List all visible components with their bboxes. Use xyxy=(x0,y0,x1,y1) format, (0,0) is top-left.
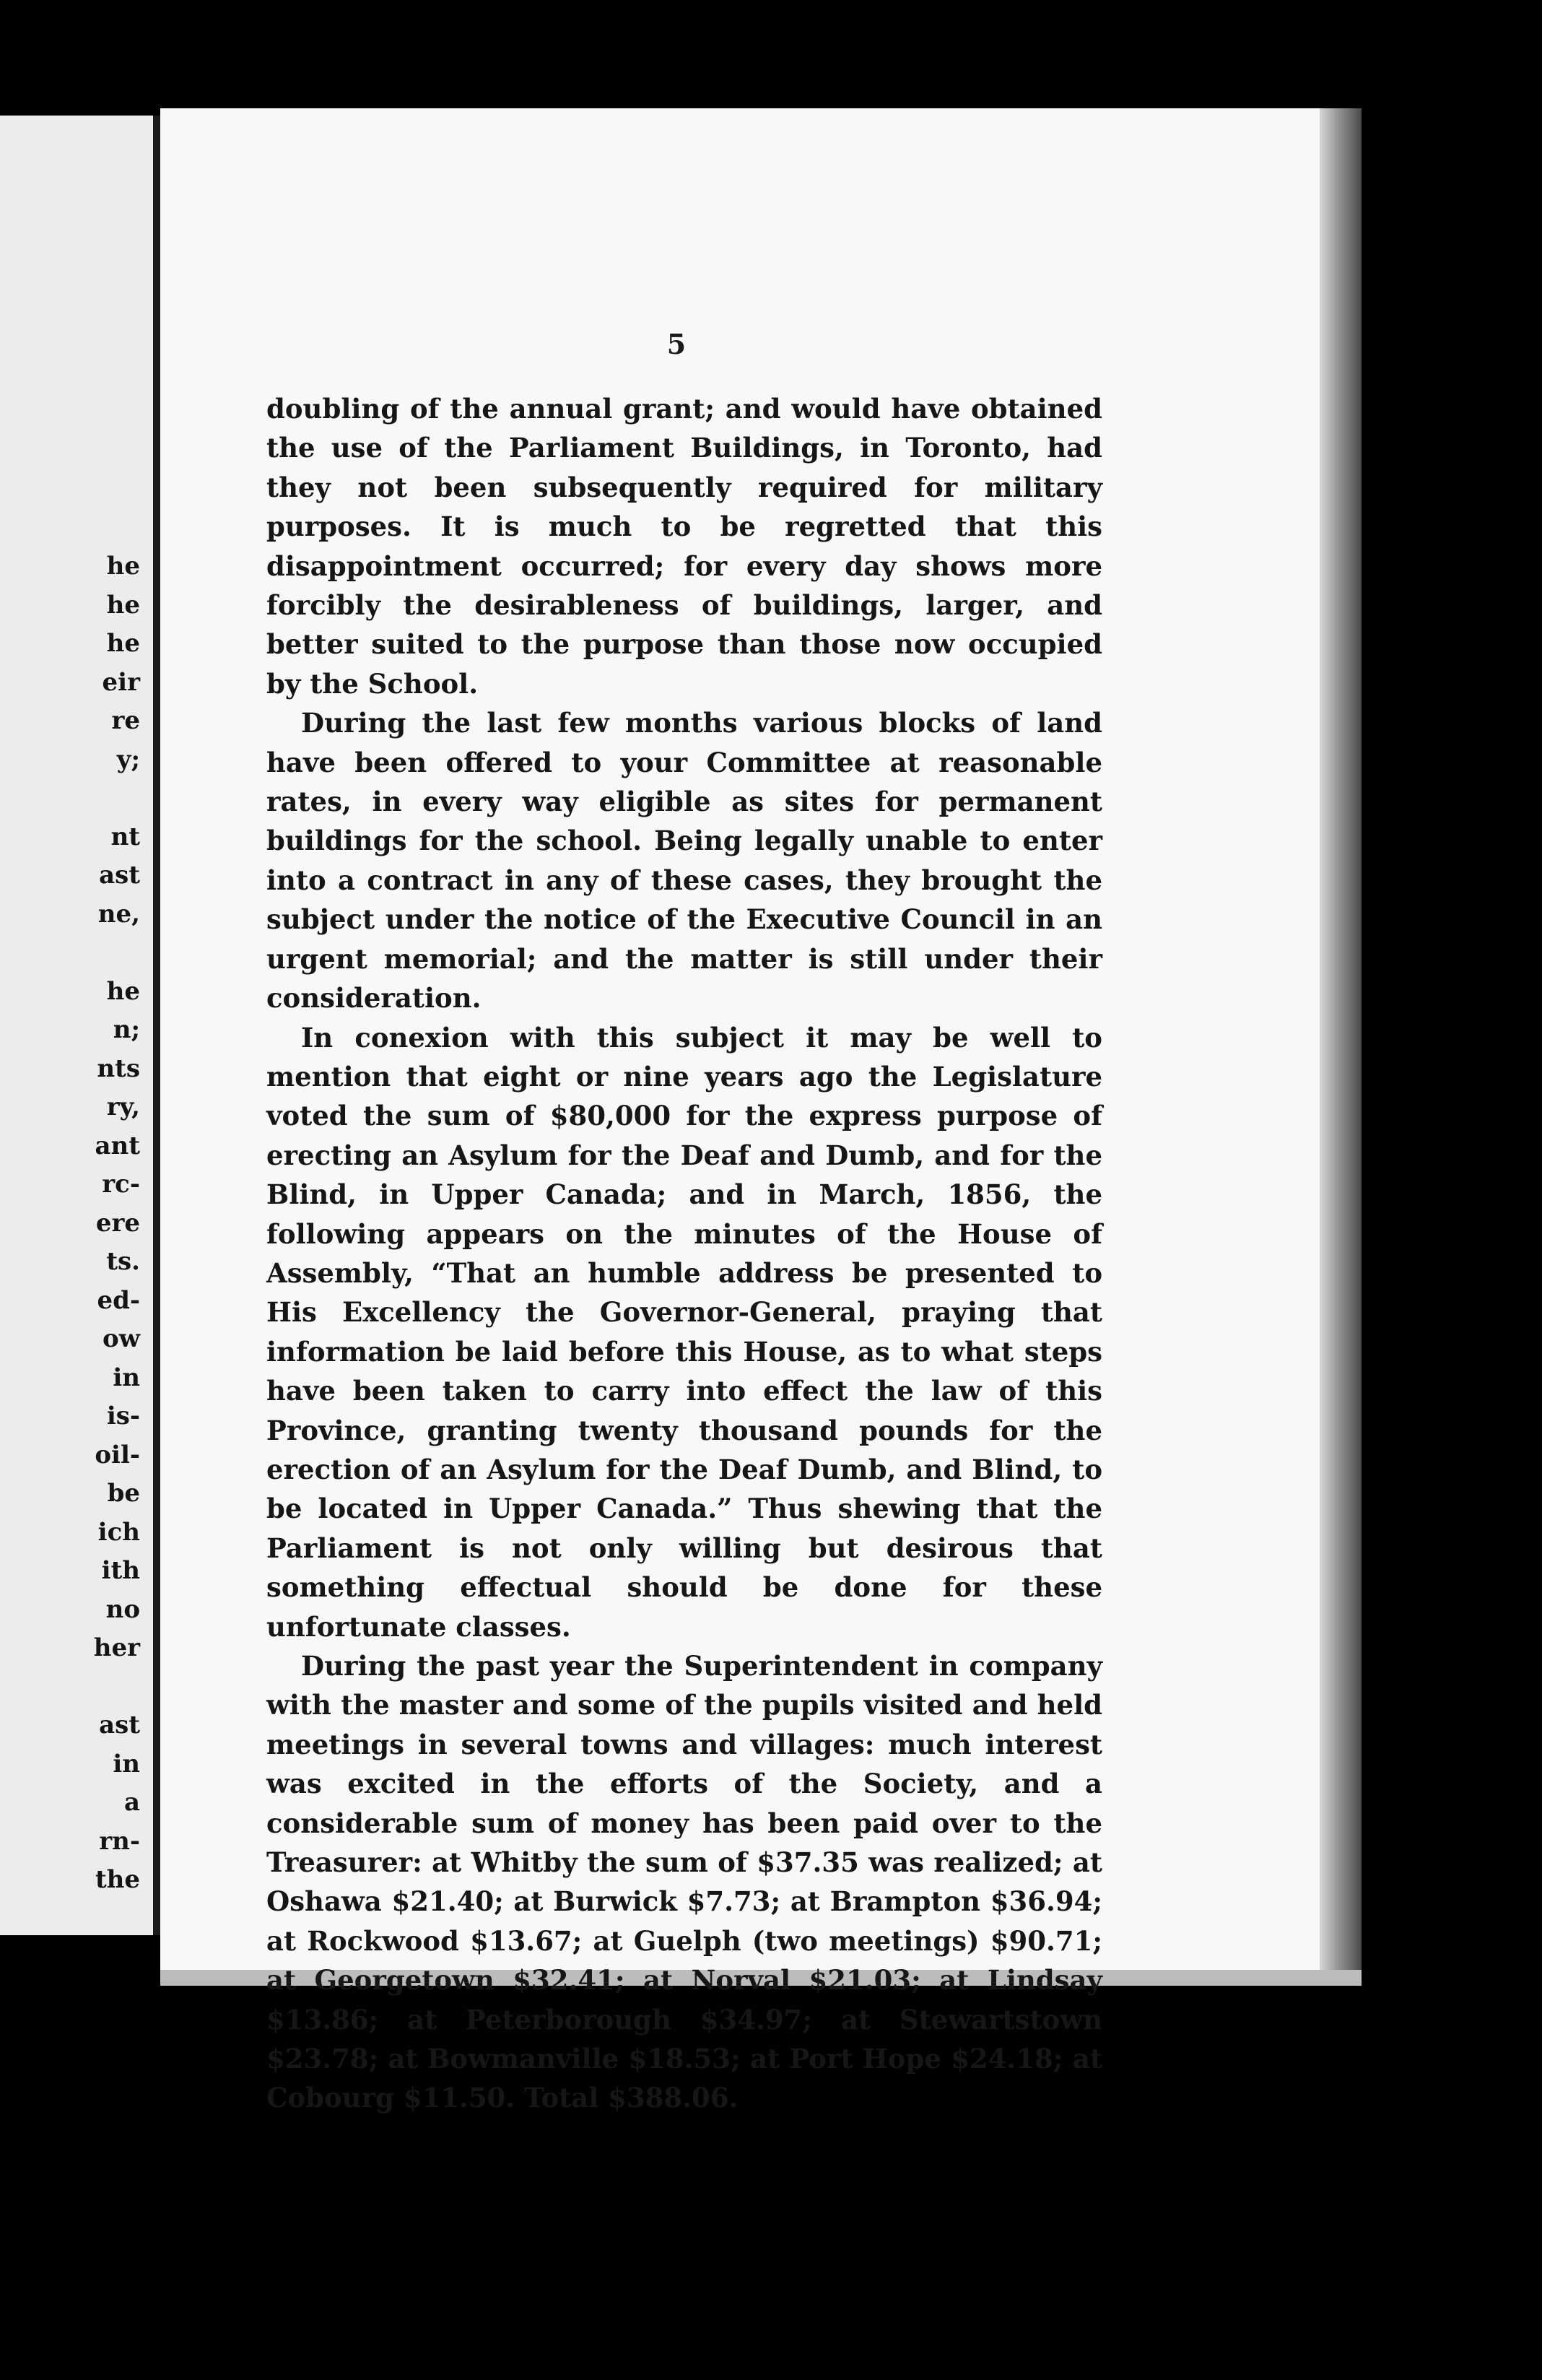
left-fragment-line: ed- xyxy=(97,1285,140,1315)
paragraph: doubling of the annual grant; and would have obtained the use of the Parliament Buildings, in Toronto, had they not been subsequently required for military purposes. It is much to be regretted that this disappointment occurred; for every day shows more forcibly the desirableness of buildings, larger, and better suited to the purpose than those now occupied by the School. xyxy=(266,393,1102,700)
left-fragment-line: he xyxy=(106,976,140,1006)
left-fragment-line: is- xyxy=(106,1402,140,1430)
left-fragment-line: in xyxy=(113,1363,140,1392)
body-text xyxy=(266,389,1102,2118)
left-fragment-line: he xyxy=(106,552,140,581)
left-fragment-line: re xyxy=(111,706,140,735)
left-fragment-line: ith xyxy=(101,1556,140,1585)
left-fragment-line xyxy=(0,1668,153,1707)
left-fragment-line: ant xyxy=(95,1131,140,1160)
paragraph: During the last few months various blocks of land have been offered to your Committee at reasonable rates, in every way eligible as sites for permanent buildings for the school. Being legally unable to enter into a contract in any of these cases, they brought the subject under the notice of the Executive Council in an urgent memorial; and the matter is still under their consideration. xyxy=(266,707,1102,1015)
book-gutter xyxy=(153,116,160,1935)
left-fragment-line xyxy=(0,779,153,818)
left-fragment-line: rn- xyxy=(99,1826,140,1856)
left-fragment-line: no xyxy=(105,1594,140,1624)
left-fragment-line: eir xyxy=(102,667,140,697)
left-fragment-line: a xyxy=(123,1788,140,1817)
paragraph: During the past year the Superintendent in company with the master and some of the pupils visited and held meetings in several towns and villages: much interest was excited in the efforts of the Society, and a considerable sum of money has been paid over to the Treasurer: at Whitby the sum of $37.35 was realized; at Oshawa $21.40; at Burwick $7.73; at Brampton $36.94; at Rockwood $13.67; at Guelph (two meetings) $90.71; at Georgetown $32.41; at Norval $21.03; at Lindsay $13.86; at Peterborough $34.97; at Stewartstown $23.78; at Bowmanville $18.53; at Port Hope $24.18; at Cobourg $11.50. Total $388.06. xyxy=(266,1650,1102,2114)
left-fragment-line: rc- xyxy=(102,1170,140,1199)
left-fragment-line: ast xyxy=(99,1711,140,1740)
left-fragment-line: nts xyxy=(97,1054,140,1083)
left-fragment-line: ast xyxy=(99,861,140,890)
left-fragment-line: ere xyxy=(95,1208,140,1238)
left-fragment-line: y; xyxy=(116,744,140,774)
left-page-text-fragments xyxy=(0,547,153,1900)
page-number: 5 xyxy=(666,328,687,360)
left-fragment-line: her xyxy=(93,1633,140,1662)
page-stack-edge xyxy=(1320,108,1362,1986)
left-fragment-line: he xyxy=(106,590,140,620)
left-fragment-line: ich xyxy=(97,1517,140,1547)
left-fragment-line: ts. xyxy=(106,1247,140,1276)
left-fragment-line: the xyxy=(95,1865,140,1894)
left-fragment-line: nt xyxy=(110,822,140,851)
left-fragment-line: he xyxy=(106,629,140,658)
left-fragment-line: ne, xyxy=(97,899,140,929)
left-fragment-line: ow xyxy=(103,1324,140,1353)
left-fragment-line: ry, xyxy=(106,1093,140,1121)
left-fragment-line: n; xyxy=(113,1015,140,1044)
left-fragment-line: oil- xyxy=(95,1440,140,1469)
facing-page-left xyxy=(0,116,160,1935)
paragraph: In conexion with this subject it may be well to mention that eight or nine years ago the Legislature voted the sum of $80,000 for the express purpose of erecting an Asylum for the Deaf and Dumb, and for the Blind, in Upper Canada; and in March, 1856, the following appears on the minutes of the House of Assembly, “That an humble address be presented to His Excellency the Governor-General, praying that information be laid before this House, as to what steps have been taken to carry into effect the law of this Province, granting twenty thousand pounds for the erection of an Asylum for the Deaf Dumb, and Blind, to be located in Upper Canada.” Thus shewing that the Parliament is not only willing but desirous that something effectual should be done for these unfortunate classes. xyxy=(266,1021,1102,1643)
left-fragment-line: be xyxy=(107,1479,140,1508)
left-fragment-line xyxy=(0,934,153,973)
left-fragment-line: in xyxy=(113,1749,140,1779)
